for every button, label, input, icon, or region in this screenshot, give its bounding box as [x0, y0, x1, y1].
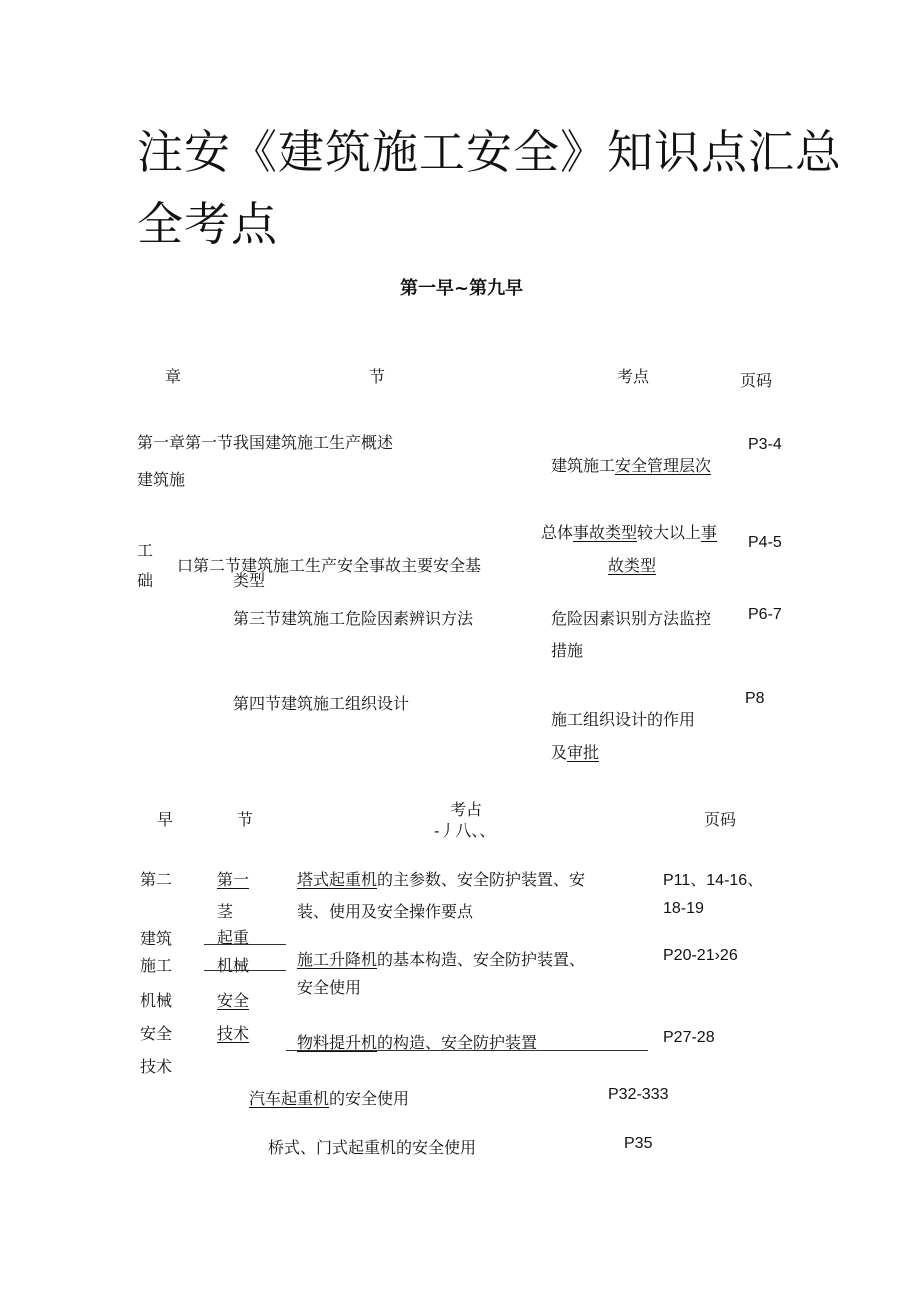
t2-row3-page: P27-28	[663, 1029, 715, 1046]
t1-header-page: 页码	[740, 371, 773, 390]
t1-row3-point-line2: 措施	[551, 641, 584, 660]
t2-header-point-line2: -丿八、、	[434, 821, 496, 840]
document-title-line2: 全考点	[137, 197, 278, 251]
t2-row4-point-text: 的安全使用	[329, 1089, 410, 1108]
t2-header-section: 节	[237, 810, 254, 829]
t1-chapter-name-part3: 础	[137, 571, 154, 590]
t2-row3-point	[297, 1030, 537, 1053]
t2-row4-point	[249, 1086, 409, 1109]
t2-row2-equipment: 施工升降机	[297, 950, 378, 969]
t1-header-chapter: 章	[165, 367, 182, 386]
t2-section-line-1: 第一	[217, 870, 250, 889]
t1-row4-point-line2	[551, 740, 599, 763]
t2-chapter-line-2: 建筑	[140, 929, 173, 948]
t1-row3-section: 第三节建筑施工危险因素辨识方法	[233, 609, 474, 628]
t1-row2-point-underlined: 事故类型	[573, 523, 638, 542]
t2-chapter-line-5: 安全	[140, 1024, 173, 1043]
t1-row1-point	[551, 453, 711, 476]
t1-row4-point-text: 及	[551, 743, 568, 762]
t2-row2-point-line1	[297, 947, 585, 970]
t1-row4-point-line1: 施工组织设计的作用	[551, 710, 696, 729]
t2-chapter-line-6: 技术	[140, 1057, 173, 1076]
t2-section-line-5: 安全	[217, 991, 250, 1010]
t2-row1-point-line1	[297, 867, 585, 890]
t2-section-line-3: 起重	[217, 928, 250, 947]
t2-row5-point: 桥式、门式起重机的安全使用	[268, 1138, 477, 1157]
t2-row1-point-text: 的主参数、安全防护装置、安	[377, 870, 586, 889]
t2-row1-equipment: 塔式起重机	[297, 870, 378, 889]
t1-section-2-continued: 类型	[233, 571, 266, 590]
t2-header-page: 页码	[704, 810, 737, 829]
t1-row2-point-line2: 故类型	[608, 556, 657, 575]
t1-row2-point-text: 总体	[541, 523, 574, 542]
t1-chapter-name-part1: 建筑施	[137, 470, 186, 489]
t2-header-point-line1: 考占	[450, 800, 483, 819]
t1-row1-point-text: 建筑施工	[551, 456, 616, 475]
t2-row3-equipment: 物料提升机	[297, 1033, 378, 1052]
t2-row2-page: P20-21›26	[663, 947, 738, 964]
t1-row4-page: P8	[745, 690, 765, 707]
t2-section-divider-2	[204, 970, 286, 971]
t2-row1-page-line1: P11、14-16、	[663, 872, 764, 889]
t2-row1-point-line2: 装、使用及安全操作要点	[297, 902, 474, 921]
t1-row1-point-underlined: 安全管理层次	[615, 456, 712, 475]
t1-header-point: 考点	[617, 367, 650, 386]
t1-header-section: 节	[369, 367, 386, 386]
t2-chapter-line-4: 机械	[140, 991, 173, 1010]
t2-row5-page: P35	[624, 1135, 653, 1152]
chapter-range-subtitle: 第一早~第九早	[400, 278, 524, 299]
t1-row4-point-underlined: 审批	[567, 743, 600, 762]
t2-row2-point-text: 的基本构造、安全防护装置、	[377, 950, 586, 969]
t1-row3-point-line1: 危险因素识别方法监控	[551, 609, 712, 628]
t2-chapter-line-3: 施工	[140, 956, 173, 975]
t1-row4-section: 第四节建筑施工组织设计	[233, 694, 410, 713]
t2-header-chapter: 早	[157, 810, 174, 829]
t2-section-line-6: 技术	[217, 1024, 250, 1043]
t1-row2-page: P4-5	[748, 534, 782, 551]
document-title-line1: 注安《建筑施工安全》知识点汇总	[137, 125, 842, 179]
t1-row2-point-underlined-end: 事	[701, 523, 718, 542]
t2-section-line-4: 机械	[217, 956, 250, 975]
t2-row4-equipment: 汽车起重机	[249, 1089, 330, 1108]
t2-row1-page-line2: 18-19	[663, 900, 704, 917]
t1-row2-point-line1	[541, 520, 717, 543]
t2-chapter-line-1: 第二	[140, 870, 173, 889]
t1-row3-page: P6-7	[748, 606, 782, 623]
t2-row4-page: P32-333	[608, 1086, 669, 1103]
t1-chapter-section-1: 第一章第一节我国建筑施工生产概述	[137, 433, 394, 452]
t1-row2-point-text-mid: 较大以上	[637, 523, 702, 542]
t2-row2-point-line2: 安全使用	[297, 978, 362, 997]
t1-section-2: 口第二节建筑施工生产安全事故主要安全基	[177, 556, 482, 575]
t1-chapter-name-part2: 工	[137, 541, 154, 560]
t2-section-line-2: 茎	[217, 902, 234, 921]
t2-row3-point-text: 的构造、安全防护装置	[377, 1033, 538, 1052]
t2-section-divider-1	[204, 944, 286, 945]
t1-row1-page: P3-4	[748, 436, 782, 453]
